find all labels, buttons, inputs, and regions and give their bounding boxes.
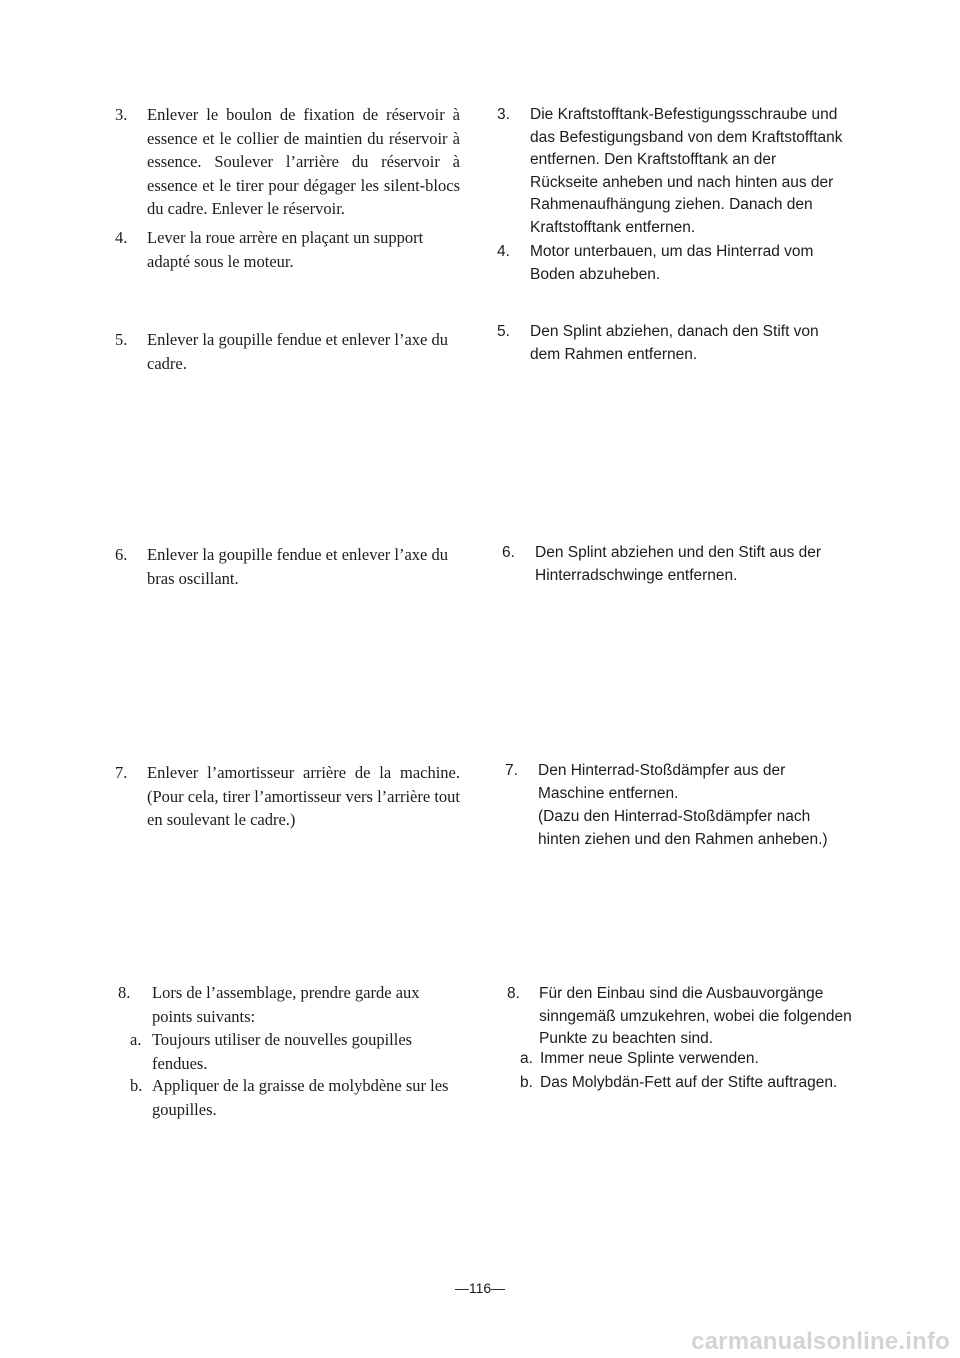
fr-step-4-number: 4. — [115, 228, 128, 247]
fr-step-8b — [130, 1074, 465, 1121]
fr-step-8b-letter: b. — [130, 1076, 143, 1095]
fr-step-5-text: Enlever la goupille fendue et enlever l’axe du cadre. — [147, 330, 448, 373]
de-step-5-number: 5. — [497, 323, 510, 340]
de-step-7-note-text: (Dazu den Hinterrad-Stoßdämpfer nach hinten ziehen und den Rahmen anheben.) — [538, 808, 828, 848]
de-step-8-number: 8. — [507, 985, 520, 1002]
de-step-8a-text: Immer neue Splinte verwenden. — [540, 1050, 759, 1067]
fr-step-8b-text: Appliquer de la graisse de molybdène sur les goupilles. — [152, 1076, 449, 1119]
fr-step-5 — [115, 328, 460, 375]
de-step-8 — [507, 983, 857, 1051]
fr-step-4 — [115, 226, 460, 273]
de-step-6-text: Den Splint abziehen und den Stift aus der Hinterradschwinge entfernen. — [535, 544, 822, 584]
fr-step-8-text: Lors de l’assemblage, prendre garde aux points suivants: — [152, 983, 420, 1026]
de-step-5-text: Den Splint abziehen, danach den Stift von dem Rahmen entfernen. — [530, 323, 819, 363]
de-step-3-text: Die Kraftstofftank-Befestigungsschraube und das Befestigungsband von dem Kraftstofftank entfernen. Den Kraftstofftank an der Rückseite anheben und nach hinten aus der Rahmenaufhängung ziehen. Danach den Kraftstofftank entfernen. — [530, 106, 843, 236]
de-step-8a — [520, 1048, 855, 1071]
de-step-8b-text: Das Molybdän-Fett auf der Stifte auftragen. — [540, 1074, 838, 1091]
de-step-5 — [497, 321, 847, 366]
de-step-8b-letter: b. — [520, 1074, 533, 1091]
fr-step-3-number: 3. — [115, 105, 128, 124]
de-step-3 — [497, 104, 847, 239]
de-step-3-number: 3. — [497, 106, 510, 123]
de-step-7-note — [538, 806, 853, 851]
fr-step-7-number: 7. — [115, 763, 128, 782]
de-step-7 — [505, 760, 850, 805]
de-step-8a-letter: a. — [520, 1050, 533, 1067]
de-step-4 — [497, 241, 847, 286]
fr-step-8-number: 8. — [118, 983, 131, 1002]
fr-step-3-text: Enlever le boulon de fixation de réservoir à essence et le collier de maintien du réservoir à essence. Soulever l’arrière du réservoir à essence et le tirer pour dégager les silent-blocs du cadre. Enlever le réservoir. — [147, 105, 460, 218]
fr-step-6-text: Enlever la goupille fendue et enlever l’axe du bras oscillant. — [147, 545, 448, 588]
fr-step-3 — [115, 103, 460, 221]
watermark[interactable]: carmanualsonline.info — [691, 1328, 950, 1355]
de-step-4-text: Motor unterbauen, um das Hinterrad vom Boden abzuheben. — [530, 243, 814, 283]
de-step-8-text: Für den Einbau sind die Ausbauvorgänge sinngemäß umzukehren, wobei die folgenden Punkte zu beachten sind. — [539, 985, 852, 1047]
de-step-7-text: Den Hinterrad-Stoßdämpfer aus der Maschine entfernen. — [538, 762, 786, 802]
de-step-6 — [502, 542, 852, 587]
de-step-7-number: 7. — [505, 762, 518, 779]
fr-step-8a-text: Toujours utiliser de nouvelles goupilles fendues. — [152, 1030, 413, 1073]
page-number: —116— — [454, 1280, 506, 1296]
fr-step-5-number: 5. — [115, 330, 128, 349]
de-step-6-number: 6. — [502, 544, 515, 561]
fr-step-4-text: Lever la roue arrère en plaçant un support adapté sous le moteur. — [147, 228, 424, 271]
de-step-4-number: 4. — [497, 243, 510, 260]
fr-step-8a-letter: a. — [130, 1030, 142, 1049]
fr-step-8 — [118, 981, 463, 1028]
fr-step-6 — [115, 543, 460, 590]
fr-step-6-number: 6. — [115, 545, 128, 564]
fr-step-8a — [130, 1028, 465, 1075]
fr-step-7-text: Enlever l’amortisseur arrière de la machine. (Pour cela, tirer l’amortisseur vers l’arrière tout en soulevant le cadre.) — [147, 763, 460, 829]
de-step-8b — [520, 1072, 855, 1095]
fr-step-7 — [115, 761, 460, 832]
